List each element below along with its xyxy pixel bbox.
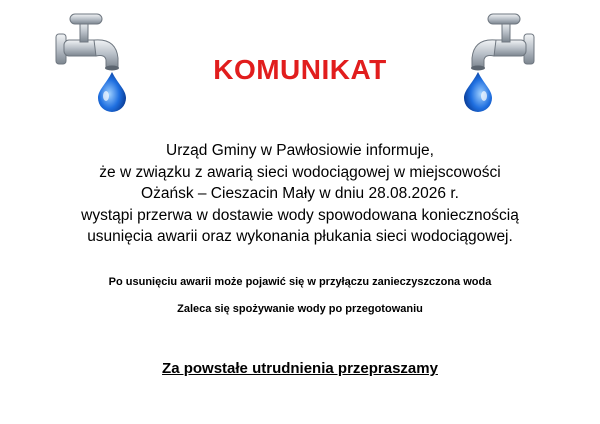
- apology-text: Za powstałe utrudnienia przepraszamy: [162, 360, 438, 377]
- boil-water-note: Zaleca się spożywanie wody po przegotowaniu: [177, 303, 423, 315]
- body-line: Ożańsk – Cieszacin Mały w dniu 28.08.2026 r.: [141, 185, 459, 202]
- body-line: Urząd Gminy w Pawłosiowie informuje,: [166, 142, 434, 159]
- contamination-note: Po usunięciu awarii może pojawić się w przyłączu zanieczyszczona woda: [108, 276, 492, 288]
- announcement-body: [0, 140, 600, 248]
- body-line: że w związku z awarią sieci wodociągowej w miejscowości: [99, 163, 501, 181]
- announcement-title: KOMUNIKAT: [213, 54, 387, 85]
- body-line: wystąpi przerwa w dostawie wody spowodowana koniecznością: [81, 206, 519, 224]
- body-line: usunięcia awarii oraz wykonania płukania sieci wodociągowej.: [87, 228, 513, 245]
